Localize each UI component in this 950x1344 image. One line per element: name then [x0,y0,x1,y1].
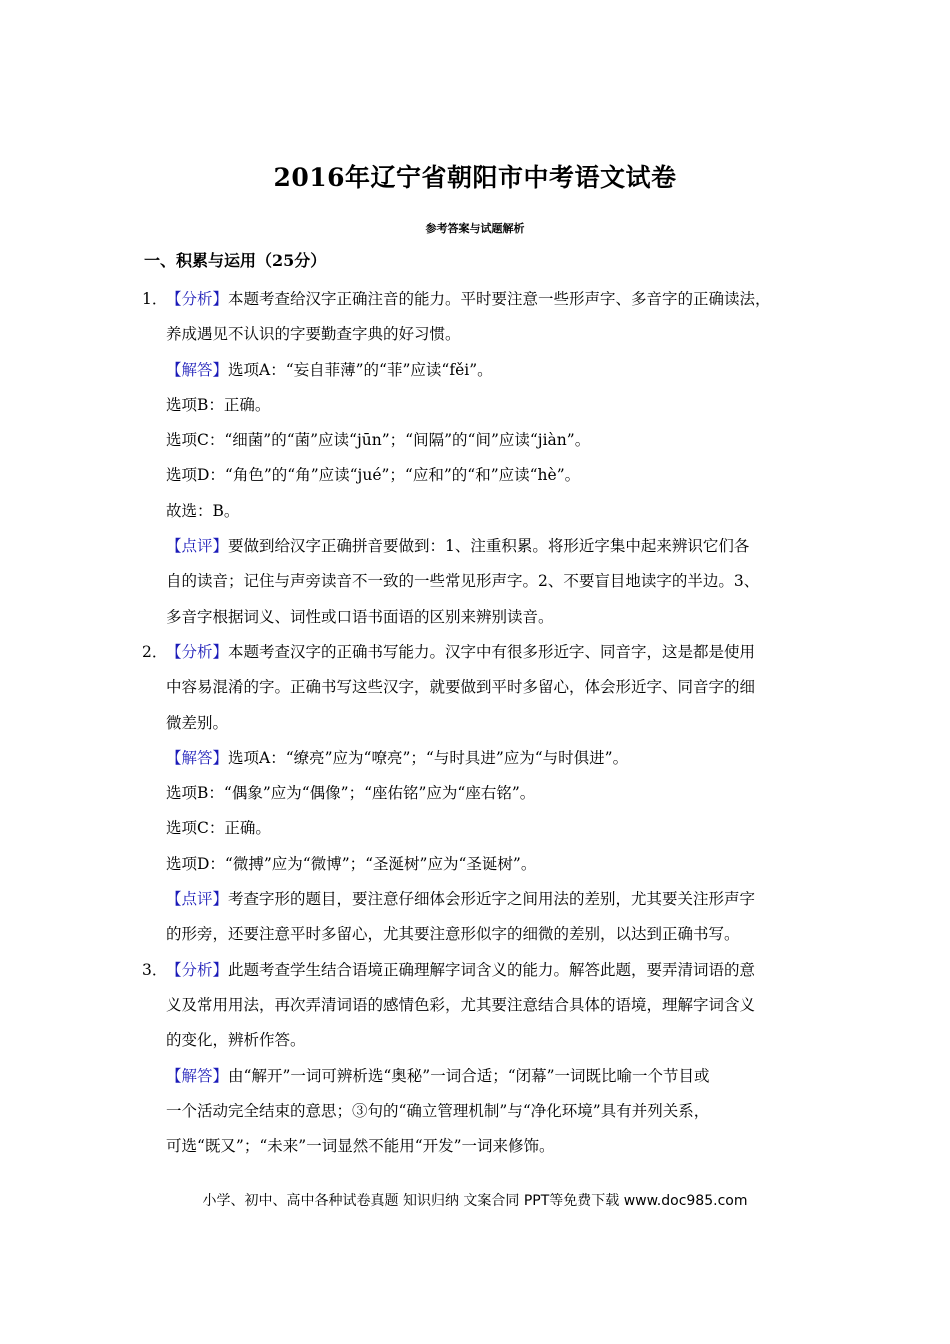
answer-line: 可选“既又”；“未来”一词显然不能用“开发”一词来修饰。 [166,1137,555,1156]
question-body [166,635,822,953]
question-number: 2． [142,642,168,661]
analysis-line-tag: 【分析】 [166,290,229,308]
answer-line-tag: 【解答】 [166,1066,229,1085]
page-subtitle: 参考答案与试题解析 [425,222,525,235]
answer-line: 故选：B。 [166,501,240,520]
answer-line: 一个活动完全结束的意思；③句的“确立管理机制”与“净化环境”具有并列关系， [166,1101,710,1120]
analysis-line: 中容易混淆的字。正确书写这些汉字，就要做到平时多留心，体会形近字、同音字的细 [166,678,756,697]
page-title: 2016年辽宁省朝阳市中考语文试卷 [273,163,677,192]
answer-line-text: 选项A：“妄自菲薄”的“菲”应读“fěi”。 [228,360,493,379]
question-number: 1． [142,290,168,308]
question-block [142,953,822,1165]
comment-line: 自的读音；记住与声旁读音不一致的一些常见形声字。2、不要盲目地读字的半边。3、 [166,572,760,591]
answer-line [166,353,822,388]
analysis-line: 义及常用用法，再次弄清词语的感情色彩，尤其要注意结合具体的语境，理解字词含义 [166,995,756,1014]
comment-line-text: 要做到给汉字正确拼音要做到：1、注重积累。将形近字集中起来辨识它们各 [228,537,750,556]
comment-line-tag: 【点评】 [166,537,229,556]
footer-text: 小学、初中、高中各种试卷真题 知识归纳 文案合同 PPT等免费下载 www.doc985.com [202,1193,748,1209]
answer-line [166,1059,822,1094]
answer-line: 选项C：“细菌”的“菌”应读“jūn”；“间隔”的“间”应读“jiàn”。 [166,431,591,450]
answer-line: 选项C：正确。 [166,819,271,838]
comment-line: 多音字根据词义、词性或口语书面语的区别来辨别读音。 [166,607,554,626]
analysis-line: 的变化，辨析作答。 [166,1031,306,1050]
answer-line: 选项B：“偶象”应为“偶像”；“座佑铭”应为“座右铭”。 [166,784,536,803]
comment-line-tag: 【点评】 [166,890,229,909]
comment-line-text: 考查字形的题目，要注意仔细体会形近字之间用法的差别，尤其要关注形声字 [228,890,756,909]
answer-line-tag: 【解答】 [166,360,229,379]
analysis-line-text: 本题考查给汉字正确注音的能力。平时要注意一些形声字、多音字的正确读法， [228,290,771,308]
answer-line [166,741,822,776]
analysis-line [166,282,822,317]
answer-line-text: 由“解开”一词可辨析选“奥秘”一词合适；“闭幕”一词既比喻一个节目或 [228,1066,710,1085]
analysis-line: 微差别。 [166,713,229,732]
comment-line: 的形旁，还要注意平时多留心，尤其要注意形似字的细微的差别，以达到正确书写。 [166,925,740,944]
analysis-line-tag: 【分析】 [166,960,229,979]
question-body [166,953,822,1165]
analysis-line: 养成遇见不认识的字要勤查字典的好习惯。 [166,325,461,344]
answer-line-text: 选项A：“缭亮”应为“嘹亮”；“与时具进”应为“与时俱进”。 [228,748,629,767]
answer-line: 选项D：“微搏”应为“微博”；“圣涎树”应为“圣诞树”。 [166,854,537,873]
comment-line [166,882,822,917]
analysis-line [166,635,822,670]
analysis-line [166,953,822,988]
section-heading: 一、积累与运用（25分） [144,251,327,270]
question-number: 3． [142,960,168,979]
comment-line [166,529,822,564]
answer-line-tag: 【解答】 [166,748,229,767]
analysis-line-text: 此题考查学生结合语境正确理解字词含义的能力。解答此题，要弄清词语的意 [228,960,756,979]
question-body [166,282,822,635]
question-block [142,635,822,953]
answer-line: 选项B：正确。 [166,395,271,414]
answer-content [142,282,822,1164]
answer-line: 选项D：“角色”的“角”应读“jué”；“应和”的“和”应读“hè”。 [166,466,581,485]
analysis-line-tag: 【分析】 [166,642,229,661]
analysis-line-text: 本题考查汉字的正确书写能力。汉字中有很多形近字、同音字，这是都是使用 [228,642,756,661]
question-block [142,282,822,635]
